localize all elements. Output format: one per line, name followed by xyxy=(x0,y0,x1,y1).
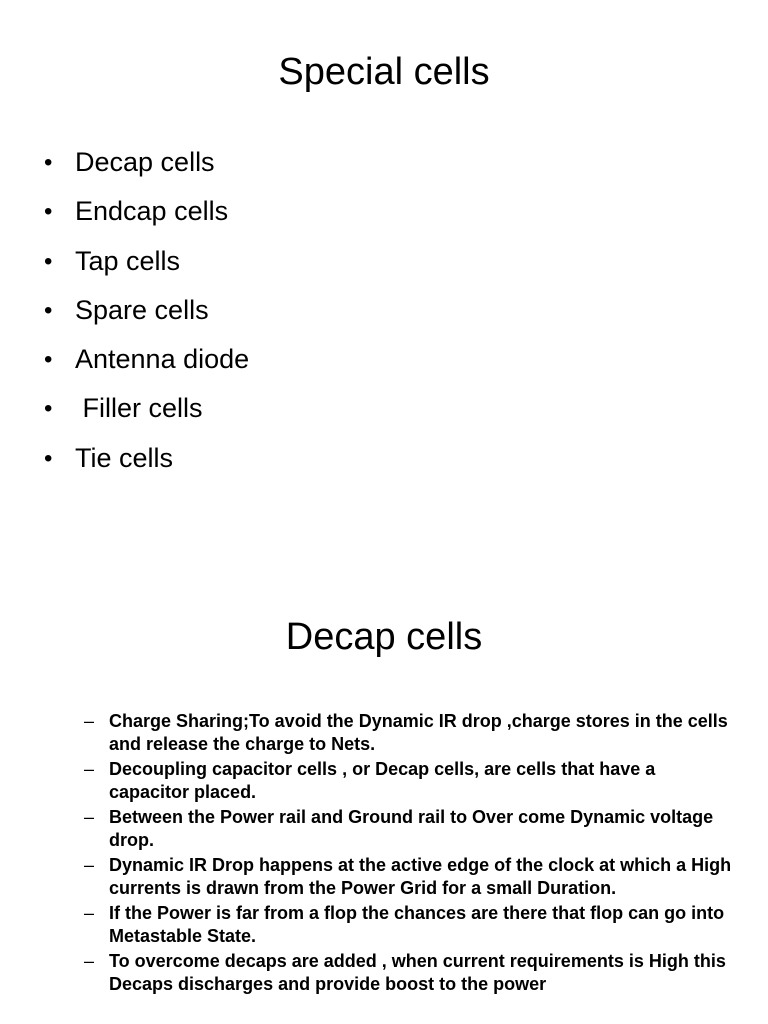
bullet-icon: • xyxy=(44,346,53,374)
list-item-text: Dynamic IR Drop happens at the active edge of the clock at which a High currents is drawn from the Power Grid for a small Duration. xyxy=(109,855,732,898)
bullet-icon: • xyxy=(44,395,53,423)
dash-icon: – xyxy=(84,711,95,731)
bullet-icon: • xyxy=(44,444,53,472)
slide-title: Decap cells xyxy=(285,616,483,658)
list-item xyxy=(44,384,249,433)
list-item xyxy=(44,335,249,384)
bullet-icon: • xyxy=(44,149,53,176)
list-item-text: Decap cells xyxy=(75,147,215,177)
slide-decap-cells xyxy=(0,560,768,1024)
list-item-text: Filler cells xyxy=(75,393,203,424)
dash-icon: – xyxy=(84,951,95,971)
list-item xyxy=(44,138,249,187)
list-item xyxy=(84,950,734,996)
list-item-text: Spare cells xyxy=(75,294,209,325)
bullet-icon: • xyxy=(44,198,53,226)
dash-icon: – xyxy=(84,855,95,875)
list-item-text: If the Power is far from a flop the chances are there that flop can go into Metastable State. xyxy=(109,903,725,946)
list-item xyxy=(44,237,249,286)
list-item-text: Endcap cells xyxy=(75,196,229,227)
list-item xyxy=(84,854,734,900)
list-item-text: Between the Power rail and Ground rail to Over come Dynamic voltage drop. xyxy=(109,807,714,850)
decap-cells-list xyxy=(84,710,734,998)
bullet-icon: • xyxy=(44,296,53,324)
list-item xyxy=(44,434,249,483)
list-item xyxy=(84,710,734,756)
list-item-text: Tie cells xyxy=(75,442,174,473)
special-cells-list xyxy=(44,138,249,483)
slide-title: Special cells xyxy=(278,51,490,93)
dash-icon: – xyxy=(84,807,95,827)
list-item-text: To overcome decaps are added , when current requirements is High this Decaps discharges and provide boost to the power xyxy=(109,951,726,994)
list-item xyxy=(84,902,734,948)
list-item xyxy=(44,187,249,236)
list-item xyxy=(84,758,734,804)
list-item-text: Charge Sharing;To avoid the Dynamic IR drop ,charge stores in the cells and release the charge to Nets. xyxy=(109,711,728,754)
dash-icon: – xyxy=(84,759,95,779)
dash-icon: – xyxy=(84,903,95,923)
list-item-text: Antenna diode xyxy=(75,344,250,375)
list-item-text: Decoupling capacitor cells , or Decap cells, are cells that have a capacitor placed. xyxy=(109,759,656,802)
list-item-text: Tap cells xyxy=(75,245,181,276)
list-item xyxy=(44,286,249,335)
bullet-icon: • xyxy=(44,247,53,275)
list-item xyxy=(84,806,734,852)
